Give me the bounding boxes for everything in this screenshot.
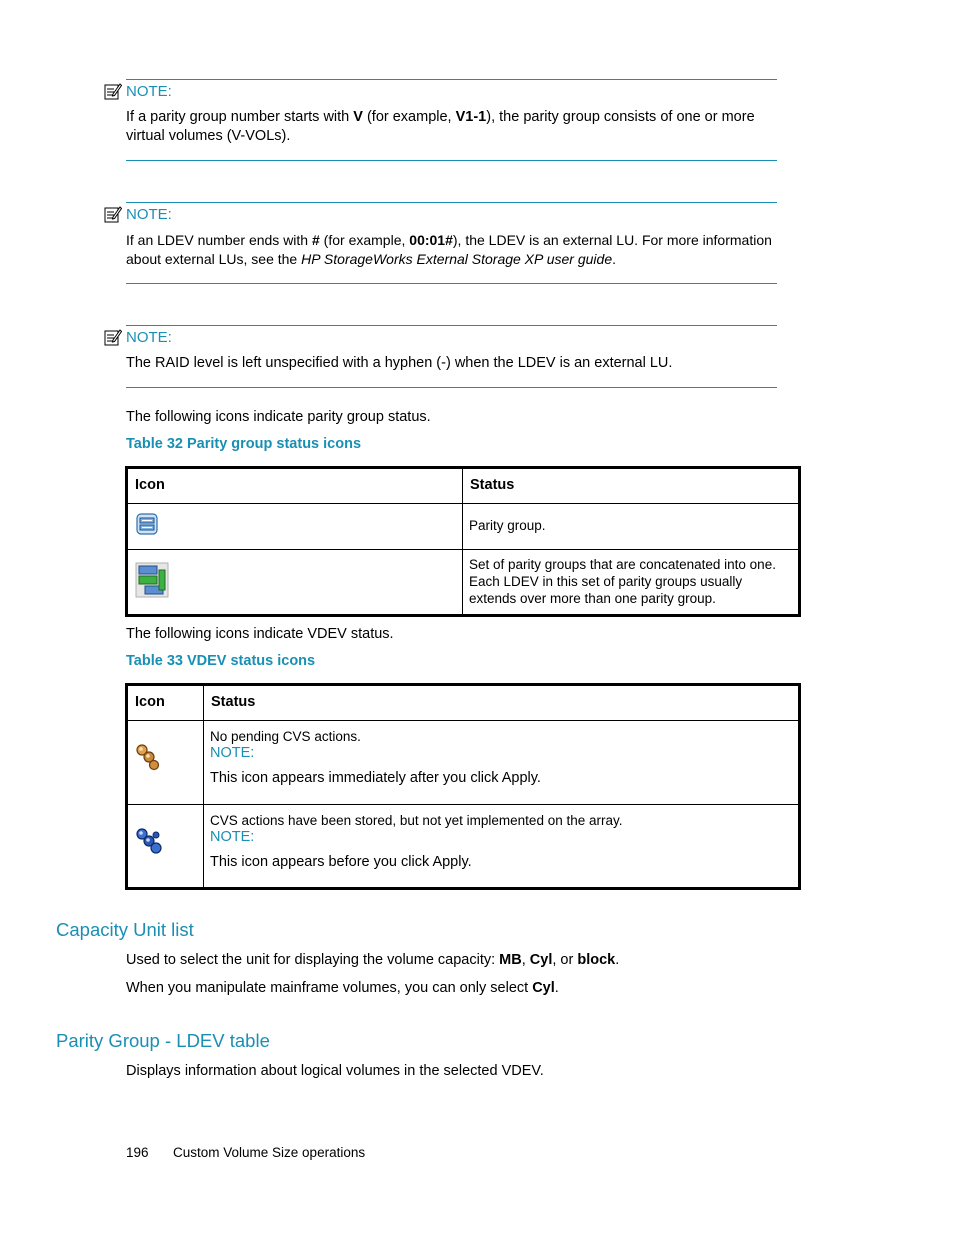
table-header-row [127,685,800,721]
intro-parity-text: The following icons indicate parity group status. [126,409,431,425]
table-32-caption: Table 32 Parity group status icons [126,436,362,452]
table-header-row [127,468,800,504]
note-box-1 [126,79,777,161]
capacity-unit-list-heading: Capacity Unit list [56,919,194,940]
note-pencil-icon [104,328,122,346]
note-header [104,81,172,101]
parity-group-status-table [125,466,801,617]
column-header-status: Status [463,468,800,504]
ldev-paragraph: Displays information about logical volumes in the selected VDEV. [126,1063,544,1079]
page-number: 196 [126,1145,149,1160]
note-label: NOTE: [126,82,172,100]
status-cell [463,550,800,616]
status-cell [204,805,800,889]
parity-group-ldev-table-heading: Parity Group - LDEV table [56,1030,270,1051]
note-label: NOTE: [210,745,255,761]
note-text: If a parity group number starts with V (for example, V1-1), the parity group consists of one or more virtual volumes (V-VOLs). [126,109,755,144]
note-header [104,327,172,347]
guide-title: HP StorageWorks External Storage XP user guide [301,251,613,267]
table-row [127,721,800,805]
icon-cell [127,721,204,805]
note-label: NOTE: [126,328,172,346]
footer-section-title: Custom Volume Size operations [173,1145,366,1160]
no-pending-cvs-icon [135,743,161,771]
table-33-caption: Table 33 VDEV status icons [126,653,316,669]
note-text: This icon appears immediately after you click Apply. [210,770,541,786]
note-label: NOTE: [126,205,172,223]
note-header [104,204,172,224]
vdev-status-table [125,683,801,890]
parity-group-icon [135,512,159,536]
note-text: This icon appears before you click Apply. [210,854,472,870]
status-text: Parity group. [469,518,546,533]
note-box-3 [126,325,777,388]
capacity-paragraph-1: Used to select the unit for displaying the volume capacity: MB, Cyl, or block. [126,952,620,968]
column-header-icon: Icon [127,685,204,721]
table-row [127,550,800,616]
status-text: No pending CVS actions. [210,729,361,744]
status-text: Set of parity groups that are concatenated into one. Each LDEV in this set of parity groups usually extends over more than one parity group. [469,557,776,606]
icon-cell [127,504,463,550]
intro-vdev-text: The following icons indicate VDEV status. [126,626,394,642]
note-text: If an LDEV number ends with # (for example, 00:01#), the LDEV is an external LU. For more information about external LUs, see the HP StorageWorks External Storage XP user guide. [126,232,772,267]
cvs-stored-icon [135,827,163,855]
icon-cell [127,805,204,889]
column-header-icon: Icon [127,468,463,504]
status-cell [463,504,800,550]
column-header-status: Status [204,685,800,721]
note-box-2 [126,202,777,284]
capacity-paragraph-2: When you manipulate mainframe volumes, you can only select Cyl. [126,980,559,996]
concatenated-parity-groups-icon [135,562,169,598]
table-row [127,805,800,889]
note-pencil-icon [104,205,122,223]
note-text: The RAID level is left unspecified with a hyphen (-) when the LDEV is an external LU. [126,355,673,371]
status-cell [204,721,800,805]
icon-cell [127,550,463,616]
note-label: NOTE: [210,829,255,845]
table-row [127,504,800,550]
status-text: CVS actions have been stored, but not yet implemented on the array. [210,813,623,828]
note-pencil-icon [104,82,122,100]
